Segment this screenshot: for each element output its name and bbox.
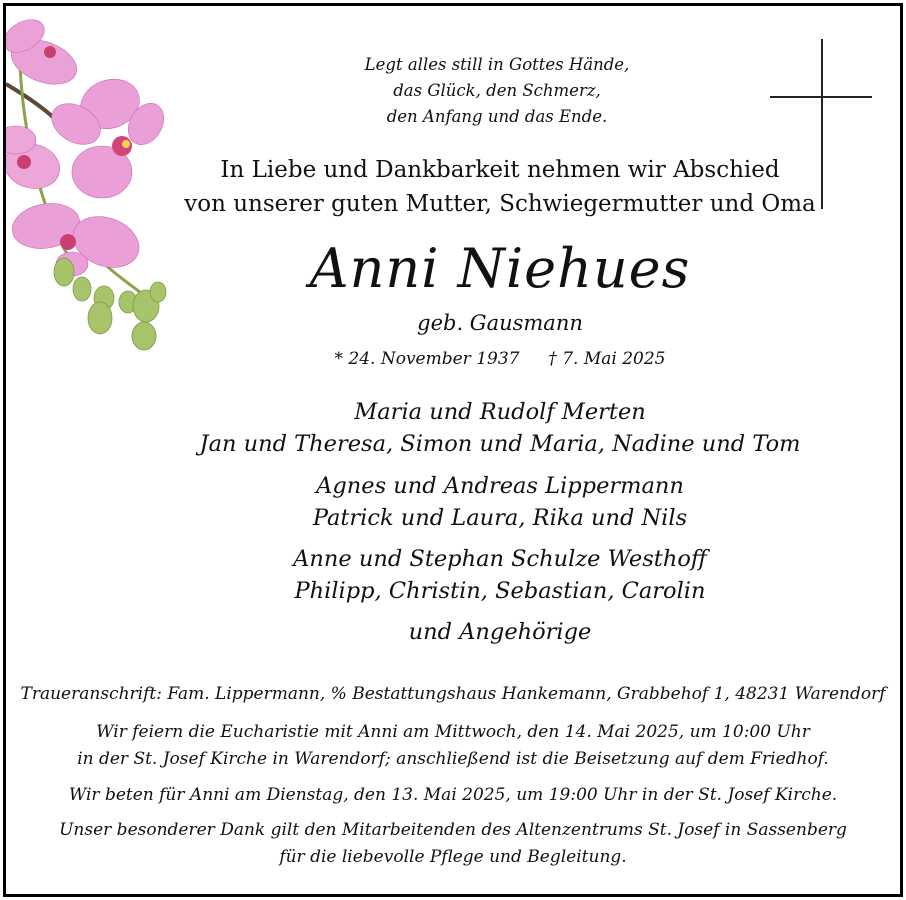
death-date: † 7. Mai 2025: [548, 349, 666, 369]
poem-line: den Anfang und das Ende.: [386, 107, 608, 126]
poem: [50, 52, 903, 130]
prayer-details: Wir beten für Anni am Dienstag, den 13. Mai 2025, um 19:00 Uhr in der St. Josef Kirche.: [68, 785, 838, 805]
mourning-address: Traueranschrift: Fam. Lippermann, % Bestattungshaus Hankemann, Grabbehof 1, 48231 Warendorf: [20, 684, 886, 704]
service-details: [6, 719, 900, 773]
family-line: Agnes und Andreas Lippermann: [316, 473, 684, 499]
family-line: Anne und Stephan Schulze Westhoff: [293, 546, 707, 572]
poem-line: Legt alles still in Gottes Hände,: [364, 55, 630, 74]
poem-line: das Glück, den Schmerz,: [393, 81, 601, 100]
family-line: Jan und Theresa, Simon und Maria, Nadine und Tom: [199, 431, 801, 457]
family-group-2: [53, 470, 903, 534]
obituary-card: [3, 3, 903, 897]
thanks-note: [6, 817, 900, 871]
intro-line: von unserer guten Mutter, Schwiegermutter und Oma: [184, 191, 816, 217]
family-line: Maria und Rudolf Merten: [354, 399, 646, 425]
intro-line: In Liebe und Dankbarkeit nehmen wir Abschied: [220, 157, 780, 183]
birth-date: * 24. November 1937: [334, 349, 520, 369]
thanks-line: für die liebevolle Pflege und Begleitung.: [279, 847, 627, 867]
life-dates: [53, 347, 903, 371]
birth-name: geb. Gausmann: [417, 311, 583, 335]
service-line: Wir feiern die Eucharistie mit Anni am Mittwoch, den 14. Mai 2025, um 10:00 Uhr: [96, 722, 810, 742]
service-line: in der St. Josef Kirche in Warendorf; anschließend ist die Beisetzung auf dem Friedhof.: [77, 749, 829, 769]
family-line: Philipp, Christin, Sebastian, Carolin: [294, 578, 706, 604]
farewell-intro: [53, 153, 903, 221]
family-group-3: [53, 543, 903, 607]
family-group-1: [53, 396, 903, 460]
deceased-name: Anni Niehues: [309, 237, 691, 300]
family-line: Patrick und Laura, Rika und Nils: [312, 505, 688, 531]
relatives-line: und Angehörige: [408, 619, 592, 645]
thanks-line: Unser besonderer Dank gilt den Mitarbeitenden des Altenzentrums St. Josef in Sassenberg: [59, 820, 847, 840]
